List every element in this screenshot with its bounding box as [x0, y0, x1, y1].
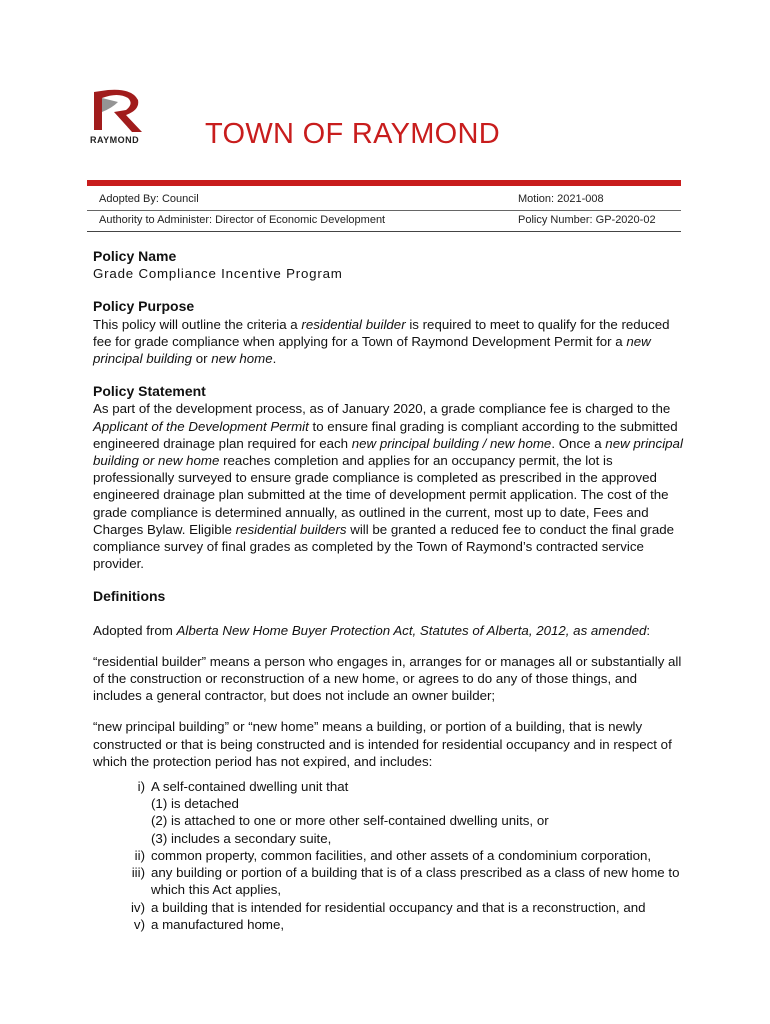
- definition-new-principal-building: “new principal building” or “new home” means a building, or portion of a building, that is newly constructed or that is being constructed and is intended for residential occupancy and in respect of which the protection period has not expired, and includes:: [93, 719, 672, 769]
- policy-purpose-heading: Policy Purpose: [93, 298, 195, 315]
- policy-statement-text: As part of the development process, as of January 2020, a grade compliance fee is charged to the Applicant of the Development Permit to ensure final grading is compliant according to the submitted engineered drainage plan required for each new principal building / new home. Once a new principal building or new home reaches completion and applies for an occupancy permit, the lot is professionally surveyed to ensure grade compliance is completed as prescribed in the approved engineered drainage plan submitted at the time of development permit application. The cost of the grade compliance is determined annually, as outlined in the current, most up to date, Fees and Charges Bylaw. Eligible residential builders will be granted a reduced fee to conduct the final grade compliance survey of final grades as completed by the Town of Raymond’s contracted service provider.: [93, 401, 683, 572]
- list-item: ii) common property, common facilities, and other assets of a condominium corporation,: [134, 847, 652, 863]
- authority-to-administer: Authority to Administer: Director of Economic Development: [99, 214, 386, 226]
- list-item: iv) a building that is intended for residential occupancy and that is a reconstruction, and: [130, 899, 646, 915]
- definition-list: [93, 778, 688, 933]
- definition-residential-builder: “residential builder” means a person who engages in, arranges for or manages all or substantially all of the construction or reconstruction of a new home, or agrees to do any of those things, and includes a general contractor, but does not include an owner builder;: [93, 653, 682, 704]
- page-title: TOWN OF RAYMOND: [205, 118, 501, 150]
- policy-name-value: Grade Compliance Incentive Program: [93, 266, 343, 282]
- adopted-by: Adopted By: Council: [99, 193, 199, 205]
- list-item: iii) any building or portion of a building that is of a class prescribed as a class of new home to which this Act applies,: [131, 865, 680, 898]
- definitions-adopted-from: Adopted from Alberta New Home Buyer Protection Act, Statutes of Alberta, 2012, as amended:: [93, 622, 651, 638]
- list-item: i) A self-contained dwelling unit that: [137, 779, 349, 795]
- header-divider: [87, 180, 681, 186]
- policy-name-heading: Policy Name: [93, 248, 177, 264]
- policy-body: [93, 248, 688, 933]
- meta-row-adopted: [87, 188, 681, 211]
- definitions-heading: Definitions: [93, 588, 166, 605]
- policy-statement-heading: Policy Statement: [93, 383, 206, 400]
- list-subitem: (2) is attached to one or more other self-contained dwelling units, or: [151, 813, 549, 829]
- logo-wordmark: RAYMOND: [90, 135, 140, 145]
- policy-purpose-text: This policy will outline the criteria a residential builder is required to meet to qualify for the reduced fee for grade compliance when applying for a Town of Raymond Development Permit for a new principal building or new home.: [93, 316, 670, 367]
- list-subitem: (3) includes a secondary suite,: [151, 830, 332, 846]
- motion-number: Motion: 2021-008: [518, 193, 604, 205]
- policy-number: Policy Number: GP-2020-02: [518, 214, 656, 226]
- list-subitem: (1) is detached: [151, 796, 239, 812]
- list-item: v) a manufactured home,: [133, 916, 285, 932]
- meta-row-authority: [87, 209, 681, 232]
